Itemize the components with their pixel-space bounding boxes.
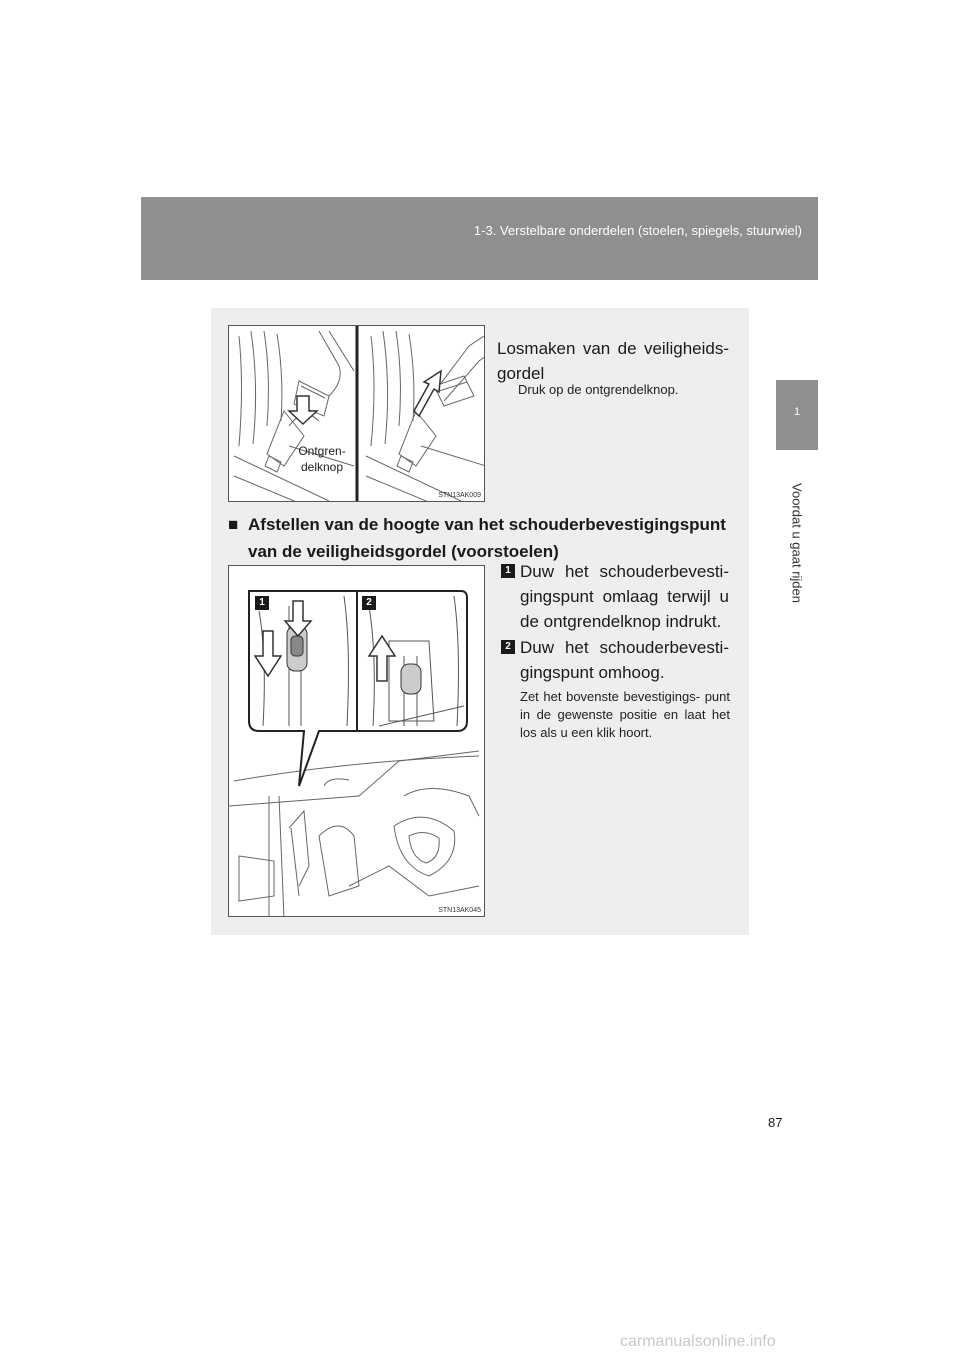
step-2-marker: 2 <box>501 640 515 654</box>
page-number: 87 <box>768 1115 783 1130</box>
release-figure <box>228 325 485 502</box>
release-illustration <box>229 326 485 502</box>
step-1-text: Duw het schouderbevesti- gingspunt omlaag terwijl u de ontgrendelknop indrukt. <box>520 562 729 631</box>
figure-code: STN13AK045 <box>438 907 481 914</box>
step-2-text: Duw het schouderbevesti- gingspunt omhoog. <box>520 638 729 682</box>
panel-mark-1: 1 <box>255 596 269 610</box>
heading-line-2: van de veiligheidsgordel (voorstoelen) <box>248 542 559 561</box>
release-instruction: Druk op de ontgrendelknop. <box>518 382 679 397</box>
chapter-tab <box>776 380 818 450</box>
release-heading: Losmaken van de veiligheids- gordel <box>497 339 729 383</box>
panel-mark-2: 2 <box>362 596 376 610</box>
section-header <box>141 197 818 280</box>
shoulder-anchor-illustration <box>229 566 485 917</box>
figure-code: STN13AK009 <box>438 492 481 499</box>
height-adjust-note: Zet het bovenste bevestigings- punt in de gewenste positie en laat het los als u een klik hoort. <box>520 689 730 740</box>
square-bullet-icon: ■ <box>228 515 239 534</box>
heading-line-1: Afstellen van de hoogte van het schouderbevestigingspunt <box>248 515 726 534</box>
watermark: carmanualsonline.info <box>620 1333 776 1350</box>
chapter-label <box>776 455 818 630</box>
height-adjust-figure <box>228 565 485 917</box>
step-1-marker: 1 <box>501 564 515 578</box>
section-title: 1-3. Verstelbare onderdelen (stoelen, spiegels, stuurwiel) <box>473 223 802 238</box>
release-button-callout: Ontgren- delknop <box>298 444 346 474</box>
chapter-number: 1 <box>793 406 801 418</box>
chapter-title: Voordat u gaat rijden <box>789 482 805 603</box>
